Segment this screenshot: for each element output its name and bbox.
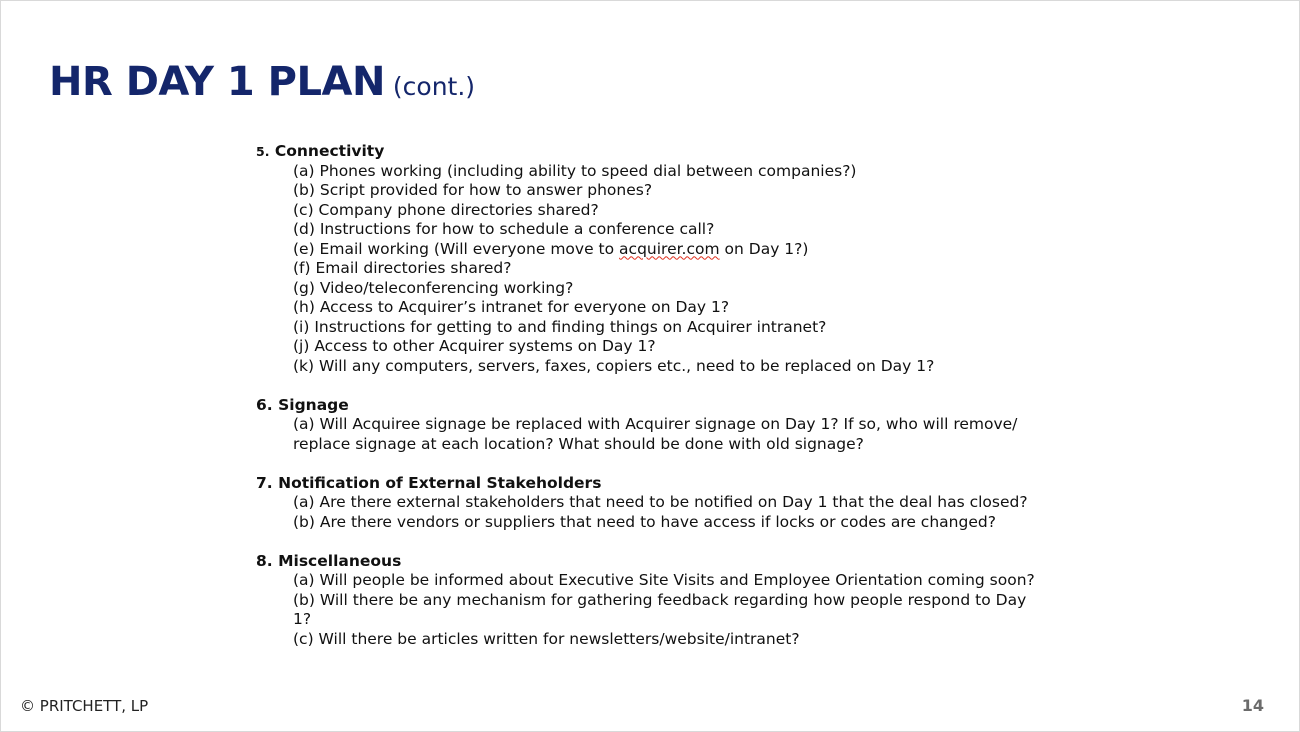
list-item: (a) Phones working (including ability to speed dial between companies?) bbox=[293, 161, 857, 180]
list-item: (a) Will Acquiree signage be replaced with Acquirer signage on Day 1? If so, who will remove/ replace signage at each location? What should be done with old signage? bbox=[293, 415, 1018, 453]
section-number: 5. bbox=[256, 144, 270, 159]
page-title bbox=[49, 59, 475, 105]
section-heading bbox=[256, 474, 1056, 494]
list-item: (b) Will there be any mechanism for gathering feedback regarding how people respond to Day 1? bbox=[293, 590, 1027, 628]
section-connectivity bbox=[256, 142, 1056, 376]
list-item: (e) Email working (Will everyone move to acquirer.com on Day 1?) bbox=[293, 239, 809, 258]
list-item: (a) Will people be informed about Executive Site Visits and Employee Orientation coming soon? bbox=[293, 571, 1035, 589]
section-heading bbox=[256, 396, 1056, 416]
section-title: Connectivity bbox=[274, 142, 385, 160]
list-item: (i) Instructions for getting to and finding things on Acquirer intranet? bbox=[293, 317, 827, 336]
section-number: 7. bbox=[256, 473, 273, 492]
list-item: (c) Company phone directories shared? bbox=[293, 200, 599, 219]
list-item: (f) Email directories shared? bbox=[293, 259, 512, 277]
spellcheck-underline: acquirer.com bbox=[619, 239, 720, 258]
section-title: Signage bbox=[278, 395, 349, 414]
list-item: (h) Access to Acquirer’s intranet for everyone on Day 1? bbox=[293, 298, 730, 316]
list-item: (b) Script provided for how to answer phones? bbox=[293, 181, 653, 199]
page-number: 14 bbox=[1241, 696, 1264, 715]
list-item: (a) Are there external stakeholders that need to be notified on Day 1 that the deal has closed? bbox=[293, 493, 1028, 511]
section-title: Miscellaneous bbox=[278, 551, 402, 570]
title-text: HR DAY 1 PLAN bbox=[49, 59, 385, 105]
list-item: (c) Will there be articles written for newsletters/website/intranet? bbox=[293, 629, 800, 648]
list-item: (g) Video/teleconferencing working? bbox=[293, 278, 574, 297]
section-title: Notification of External Stakeholders bbox=[278, 473, 602, 492]
section-number: 6. bbox=[256, 395, 273, 414]
list-item: (k) Will any computers, servers, faxes, copiers etc., need to be replaced on Day 1? bbox=[293, 356, 935, 375]
section-external-stakeholders bbox=[256, 474, 1056, 533]
list-item: (b) Are there vendors or suppliers that need to have access if locks or codes are changed? bbox=[293, 512, 996, 531]
plan-content bbox=[256, 142, 1056, 649]
title-suffix: (cont.) bbox=[392, 72, 476, 101]
list-item: (d) Instructions for how to schedule a conference call? bbox=[293, 220, 715, 238]
section-number: 8. bbox=[256, 551, 273, 570]
section-heading bbox=[256, 552, 1056, 572]
section-miscellaneous bbox=[256, 552, 1056, 650]
copyright-footer: © PRITCHETT, LP bbox=[20, 697, 149, 715]
section-heading bbox=[256, 142, 1056, 162]
section-signage bbox=[256, 396, 1056, 455]
list-item: (j) Access to other Acquirer systems on Day 1? bbox=[293, 337, 656, 355]
